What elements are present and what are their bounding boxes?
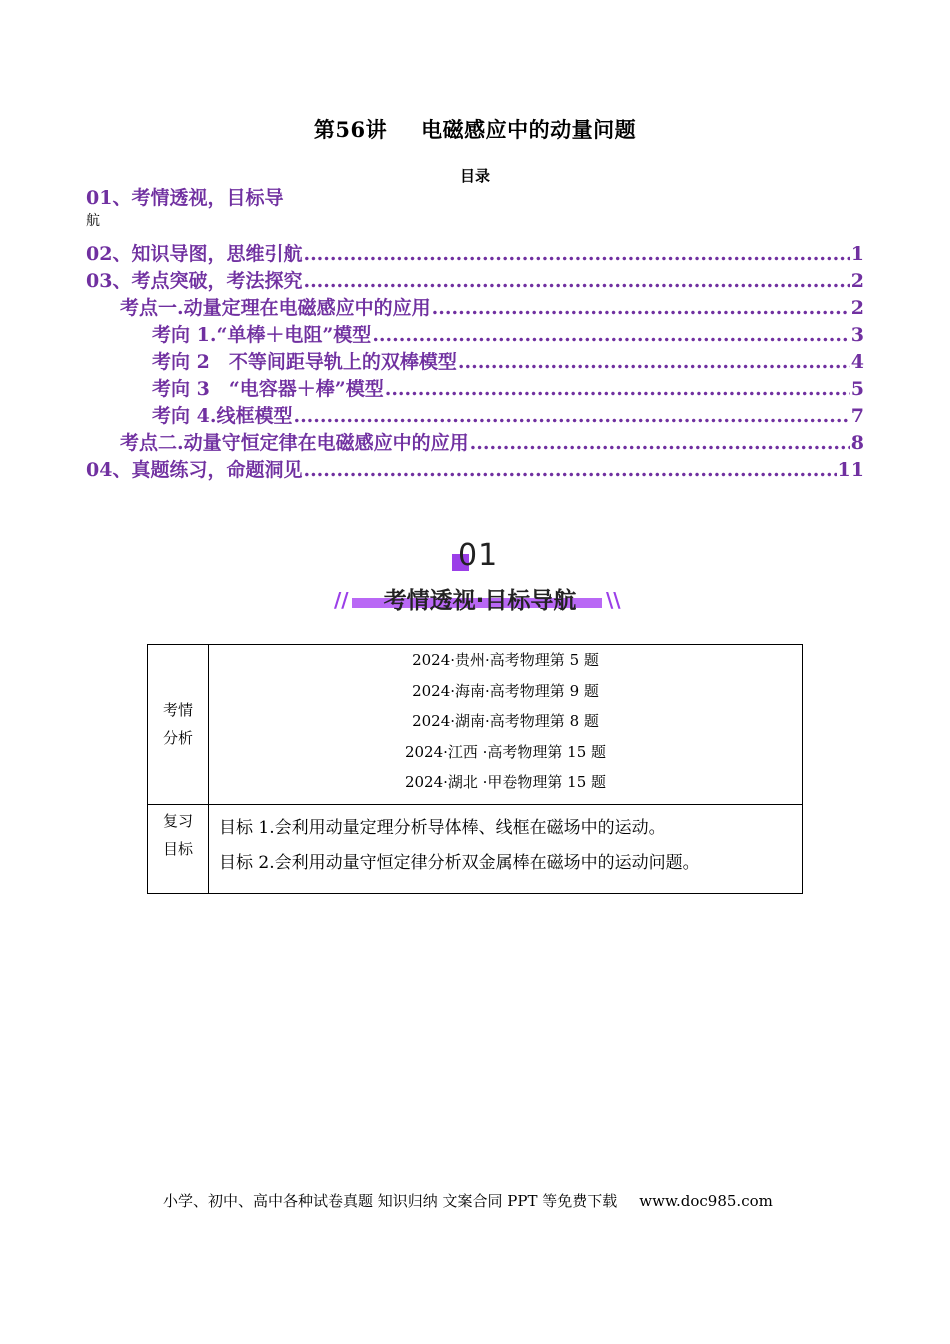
toc-item-text: 考点二.动量守恒定律在电磁感应中的应用 (120, 432, 469, 454)
banner-number: 01 (458, 538, 499, 573)
toc-item-page: 4 (850, 351, 864, 373)
exam-item: 2024·海南·高考物理第 9 题 (412, 681, 599, 700)
toc-item-page: 8 (850, 432, 864, 454)
analysis-label-2: 分析 (162, 729, 193, 748)
toc-item[interactable] (86, 322, 864, 349)
goal-item: 目标 1.会利用动量定理分析导体棒、线框在磁场中的运动。 (219, 817, 666, 838)
section-banner (330, 538, 630, 618)
toc-item[interactable] (86, 268, 864, 295)
toc-leader (432, 295, 850, 322)
toc-item[interactable] (86, 430, 864, 457)
toc-item-text: 考点一.动量定理在电磁感应中的应用 (120, 297, 431, 319)
toc-item-text: 考向 2 不等间距导轨上的双棒模型 (152, 351, 457, 373)
toc-item-first-line1: 01、考情透视，目标导 (86, 187, 284, 209)
table-row (148, 804, 803, 893)
toc-item-first[interactable] (86, 184, 283, 232)
toc-leader (470, 430, 850, 457)
toc-leader (303, 268, 849, 295)
toc-item[interactable] (86, 295, 864, 322)
toc-leader (303, 457, 836, 484)
toc-item-text: 考向 1.“单棒＋电阻”模型 (152, 324, 372, 346)
toc-leader (385, 376, 850, 403)
toc-item-first-line2: 航 (86, 213, 100, 229)
toc-heading: 目录 (459, 167, 490, 185)
goal-label-2: 目标 (162, 839, 193, 858)
banner-slash-left: // (334, 588, 349, 612)
toc-item-text: 考向 3 “电容器＋棒”模型 (152, 378, 384, 400)
lecture-number: 第56讲 (313, 117, 388, 142)
exam-item: 2024·江西 ·高考物理第 15 题 (404, 742, 607, 761)
exam-item: 2024·湖北 ·甲卷物理第 15 题 (404, 773, 607, 792)
toc-item-text: 03、考点突破，考法探究 (86, 270, 303, 292)
footer (163, 1190, 773, 1211)
toc-item-page: 1 (850, 243, 864, 265)
toc-item-page: 11 (837, 459, 864, 481)
toc-item-page: 3 (850, 324, 864, 346)
toc-item-text: 04、真题练习，命题洞见 (86, 459, 303, 481)
toc-item[interactable] (86, 349, 864, 376)
toc-item[interactable] (86, 457, 864, 484)
toc-item-page: 7 (850, 405, 864, 427)
toc-item-text: 考向 4.线框模型 (152, 405, 293, 427)
banner-slash-right: \\ (606, 588, 621, 612)
banner-title: 考情透视·目标导航 (383, 588, 577, 614)
info-table (147, 644, 803, 894)
exam-item: 2024·贵州·高考物理第 5 题 (412, 651, 599, 669)
goal-list-cell (209, 804, 803, 893)
toc-leader (293, 403, 849, 430)
footer-text: 小学、初中、高中各种试卷真题 知识归纳 文案合同 PPT 等免费下载 (163, 1192, 618, 1210)
analysis-label-cell (148, 645, 209, 805)
toc-item[interactable] (86, 403, 864, 430)
goal-label-1: 复习 (162, 811, 193, 830)
toc-item-text: 02、知识导图，思维引航 (86, 243, 303, 265)
table-of-contents (86, 241, 864, 484)
toc-item-page: 2 (850, 297, 864, 319)
exam-list-cell (209, 645, 803, 805)
page-title (0, 114, 950, 144)
toc-leader (458, 349, 850, 376)
exam-item: 2024·湖南·高考物理第 8 题 (412, 712, 599, 731)
toc-leader (303, 241, 849, 268)
analysis-label-1: 考情 (162, 701, 193, 720)
table-row (148, 645, 803, 805)
toc-leader (372, 322, 849, 349)
toc-item[interactable] (86, 376, 864, 403)
toc-item-page: 2 (850, 270, 864, 292)
footer-url[interactable]: www.doc985.com (639, 1192, 773, 1210)
lecture-title: 电磁感应中的动量问题 (421, 117, 637, 142)
toc-item-page: 5 (850, 378, 864, 400)
toc-item[interactable] (86, 241, 864, 268)
goal-item: 目标 2.会利用动量守恒定律分析双金属棒在磁场中的运动问题。 (219, 852, 700, 873)
goal-label-cell (148, 804, 209, 893)
